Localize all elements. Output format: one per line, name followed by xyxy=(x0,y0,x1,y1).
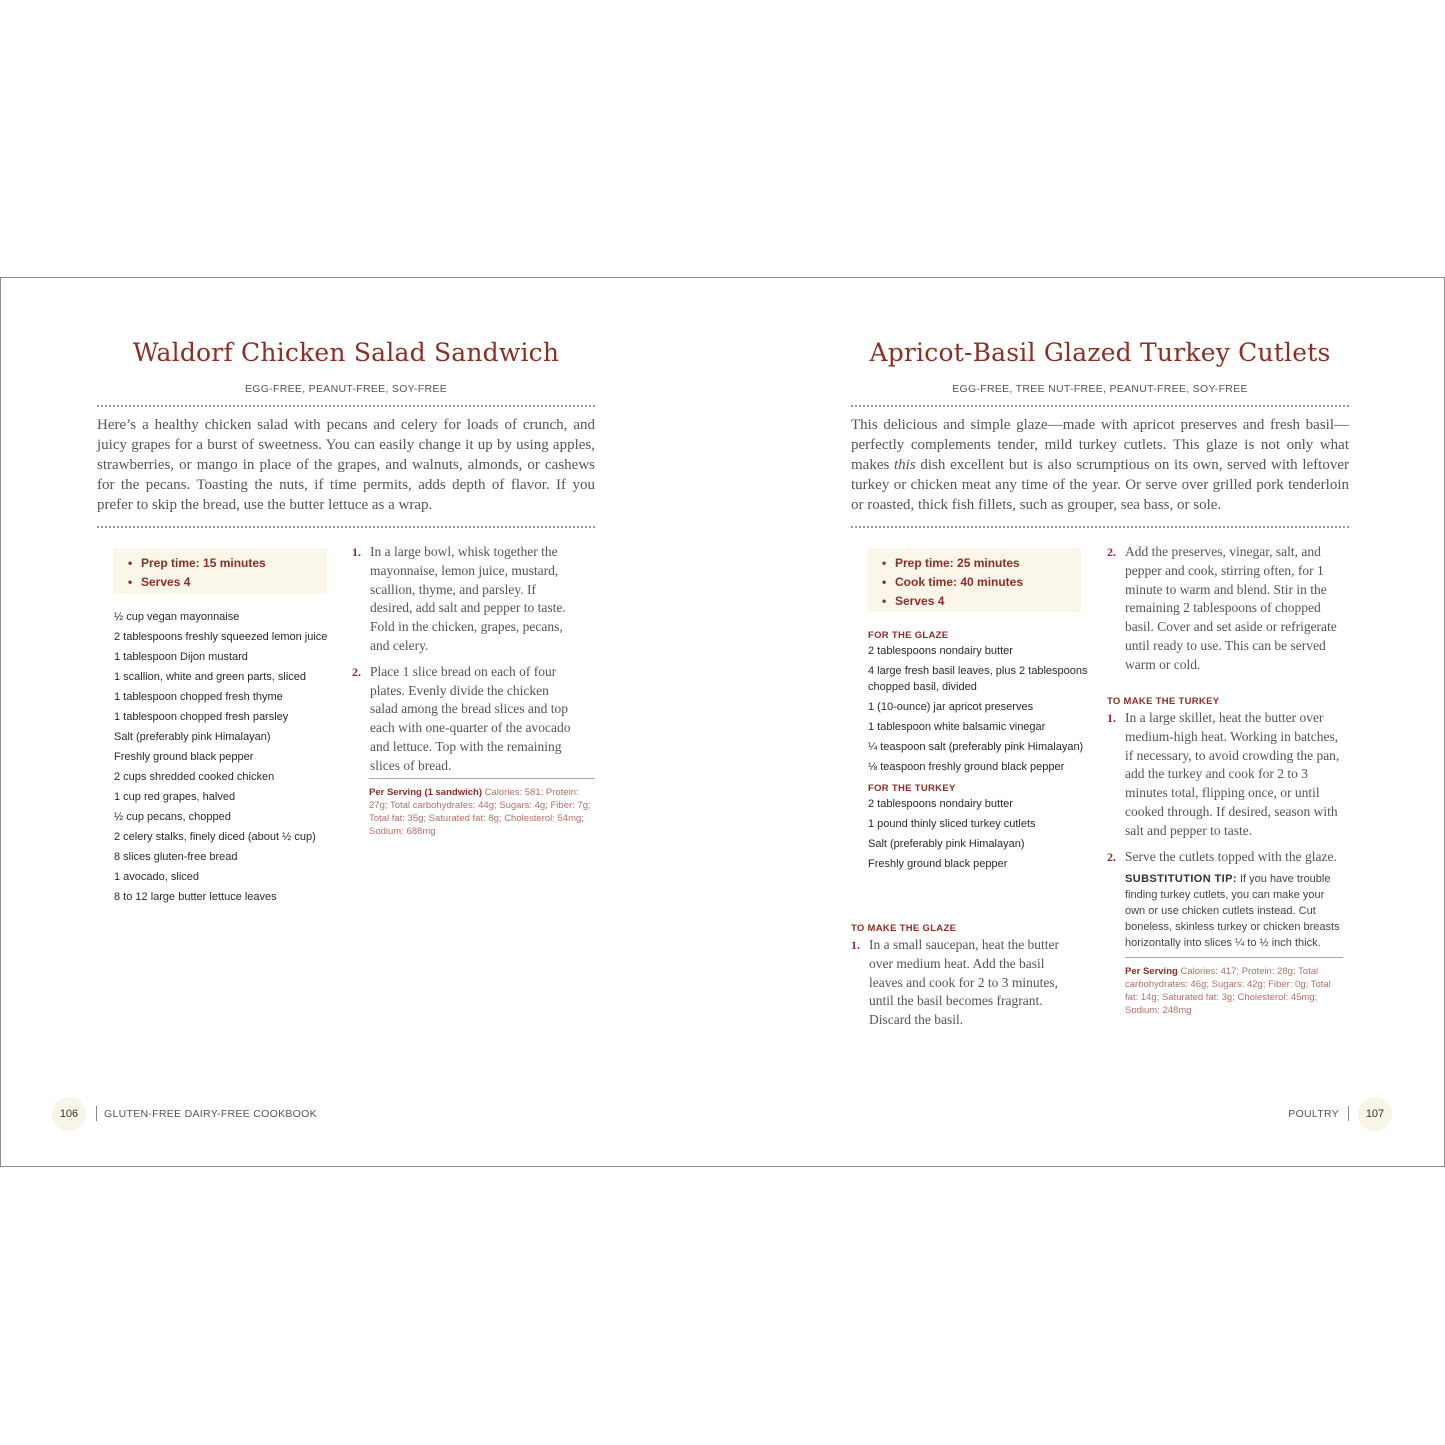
ingredient-item: Salt (preferably pink Himalayan) xyxy=(114,731,271,743)
ingredient-item: 2 celery stalks, finely diced (about ½ cup) xyxy=(114,831,316,843)
ingredient-item: 2 tablespoons freshly squeezed lemon juice xyxy=(114,631,328,643)
time-item: • Serves 4 xyxy=(141,573,317,592)
right-nutrition xyxy=(1125,957,1343,1017)
left-intro: Here’s a healthy chicken salad with pecans and celery for loads of crunch, and juicy grapes for a burst of sweetness. You can easily change it up by using apples, strawberries, or mango in place of the grapes, and walnuts, almonds, or cashews for the pecans. Toasting the nuts, if time permits, adds depth of flavor. If you prefer to skip the bread, use the butter lettuce as a wrap. xyxy=(97,417,595,513)
ingredient-item: ½ cup vegan mayonnaise xyxy=(114,611,240,623)
left-allergens: EGG-FREE, PEANUT-FREE, SOY-FREE xyxy=(244,383,448,395)
left-divider-bottom xyxy=(97,526,595,528)
ingredient-item: 1 pound thinly sliced turkey cutlets xyxy=(868,818,1036,830)
ingredient-item: 1 tablespoon chopped fresh parsley xyxy=(114,711,289,723)
make-turkey-heading: TO MAKE THE TURKEY xyxy=(1107,696,1220,707)
left-ingredients-list xyxy=(114,609,339,909)
left-page-number: 106 xyxy=(52,1097,86,1131)
step-number: 1. xyxy=(851,938,860,952)
glaze-step-continued xyxy=(1107,543,1337,682)
right-divider-top xyxy=(851,405,1349,407)
step-text: Add the preserves, vinegar, salt, and pepper and cook, stirring often, for 1 minute to warm and blend. Stir in the remaining 2 tablespoons of chopped basil. Cover and set aside or refrigerate until ready to use. This can be served warm or cold. xyxy=(1125,544,1337,672)
ingredient-item: Freshly ground black pepper xyxy=(114,751,254,763)
time-item: • Prep time: 15 minutes xyxy=(141,554,317,573)
ingredient-item: 1 avocado, sliced xyxy=(114,871,199,883)
step-text: In a small saucepan, heat the butter over medium heat. Add the basil leaves and cook for 2 to 3 minutes, until the basil becomes fragrant. Discard the basil. xyxy=(869,937,1060,1028)
ingredient-item: 1 tablespoon chopped fresh thyme xyxy=(114,691,283,703)
step-number: 2. xyxy=(352,664,361,679)
ingredient-item: ½ cup pecans, chopped xyxy=(114,811,231,823)
left-nutrition xyxy=(369,778,595,838)
right-divider-bottom xyxy=(851,526,1349,528)
right-footer-chapter: POULTRY xyxy=(1288,1108,1339,1120)
direction-step xyxy=(1107,709,1343,841)
ingredient-item: 8 to 12 large butter lettuce leaves xyxy=(114,891,277,903)
ingredient-item: Salt (preferably pink Himalayan) xyxy=(868,838,1025,850)
direction-step xyxy=(1107,848,1343,867)
make-glaze-heading: TO MAKE THE GLAZE xyxy=(851,923,957,934)
ingredient-item: 2 tablespoons nondairy butter xyxy=(868,798,1013,810)
left-nutrition-text: Calories: 581; Protein: 27g; Total carbohydrates: 44g; Sugars: 4g; Fiber: 7g; Total fat: 35g; Saturated fat: 8g; Cholesterol: 54mg; Sodium: 688mg xyxy=(369,787,591,837)
direction-step xyxy=(851,936,1081,1030)
step-text: Serve the cutlets topped with the glaze. xyxy=(1125,848,1337,864)
right-ingredients xyxy=(868,630,1096,876)
time-item: • Serves 4 xyxy=(895,592,1071,611)
book-spread xyxy=(0,277,1445,1167)
time-item: • Cook time: 40 minutes xyxy=(895,573,1071,592)
ingredient-item: ¼ teaspoon salt (preferably pink Himalayan) xyxy=(868,741,1084,753)
left-divider-top xyxy=(97,405,595,407)
left-time-box xyxy=(113,548,327,594)
step-number: 1. xyxy=(352,545,361,559)
right-nutrition-label: Per Serving xyxy=(1125,966,1178,978)
left-directions xyxy=(352,543,572,783)
ingredient-item: 4 large fresh basil leaves, plus 2 tablespoons chopped basil, divided xyxy=(868,665,1088,693)
ingredient-item: ⅛ teaspoon freshly ground black pepper xyxy=(868,761,1065,773)
right-nutrition-text: Calories: 417; Protein: 28g; Total carbohydrates: 46g; Sugars: 42g; Fiber: 0g; Total fat: 14g; Saturated fat: 3g; Cholesterol: 45mg; Sodium: 248mg xyxy=(1125,966,1331,1017)
ingredient-item: 1 tablespoon Dijon mustard xyxy=(114,651,248,663)
step-text: In a large bowl, whisk together the mayonnaise, lemon juice, mustard, scallion, thyme, and parsley. If desired, add salt and pepper to taste. Fold in the chicken, grapes, pecans, and celery. xyxy=(370,544,566,653)
right-footer-separator xyxy=(1348,1106,1349,1121)
right-page-number: 107 xyxy=(1358,1097,1392,1131)
tip-text: If you have trouble finding turkey cutlets, you can make your own or use chicken cutlets instead. Cut boneless, skinless turkey or chicken breasts horizontally into slices ¼ to ½ inch thick. xyxy=(1125,873,1340,950)
glaze-ingredients-list xyxy=(868,643,1096,775)
turkey-ingredients-heading: FOR THE TURKEY xyxy=(868,783,956,794)
step-number: 2. xyxy=(1107,545,1116,559)
tip-label: SUBSTITUTION TIP: xyxy=(1125,873,1237,886)
ingredient-item: 1 tablespoon white balsamic vinegar xyxy=(868,721,1046,733)
make-turkey-section xyxy=(1107,696,1343,1017)
make-glaze-section xyxy=(851,923,1081,1037)
ingredient-item: 2 cups shredded cooked chicken xyxy=(114,771,275,783)
ingredient-item: 2 tablespoons nondairy butter xyxy=(868,645,1013,657)
direction-step xyxy=(1107,543,1337,675)
left-footer-separator xyxy=(96,1106,97,1121)
ingredient-item: 1 cup red grapes, halved xyxy=(114,791,236,803)
turkey-step-list xyxy=(1107,709,1343,866)
right-recipe-title: Apricot-Basil Glazed Turkey Cutlets xyxy=(869,338,1331,367)
step-text: Place 1 slice bread on each of four plates. Evenly divide the chicken salad among the bread slices and top each with one-quarter of the avocado and lettuce. Top with the remaining slices of bread. xyxy=(370,663,571,773)
direction-step xyxy=(352,543,572,656)
glaze-ingredients-heading: FOR THE GLAZE xyxy=(868,630,949,641)
step-number: 2. xyxy=(1107,849,1116,864)
left-footer-book-title: GLUTEN-FREE DAIRY-FREE COOKBOOK xyxy=(104,1108,317,1120)
ingredient-item: Freshly ground black pepper xyxy=(868,858,1008,870)
right-intro: This delicious and simple glaze—made with apricot preserves and fresh basil—perfectly complements tender, mild turkey cutlets. This glaze is not only what makes this dish excellent but is also scrumptious on its own, served with leftover turkey or chicken meat any time of the year. Or serve over grilled pork tenderloin or roasted, thick fish fillets, such as grouper, sea bass, or sole. xyxy=(851,417,1349,513)
step-text: In a large skillet, heat the butter over medium-high heat. Working in batches, if necessary, to avoid crowding the pan, add the turkey and cook for 2 to 3 minutes total, flipping once, or until cooked through. If desired, season with salt and pepper to taste. xyxy=(1125,710,1340,838)
right-time-box xyxy=(867,548,1081,612)
turkey-ingredients-list xyxy=(868,796,1096,872)
left-nutrition-label: Per Serving (1 sandwich) xyxy=(369,787,482,798)
direction-step xyxy=(352,663,572,776)
ingredient-item: 1 scallion, white and green parts, sliced xyxy=(114,671,306,683)
time-item: • Prep time: 25 minutes xyxy=(895,554,1071,573)
step-number: 1. xyxy=(1107,711,1116,725)
left-recipe-title: Waldorf Chicken Salad Sandwich xyxy=(132,338,560,367)
ingredient-item: 8 slices gluten-free bread xyxy=(114,851,238,863)
right-allergens: EGG-FREE, TREE NUT-FREE, PEANUT-FREE, SOY-FREE xyxy=(952,383,1248,395)
glaze-step-list xyxy=(851,936,1081,1030)
ingredient-item: 1 (10-ounce) jar apricot preserves xyxy=(868,701,1034,713)
substitution-tip xyxy=(1107,871,1343,951)
